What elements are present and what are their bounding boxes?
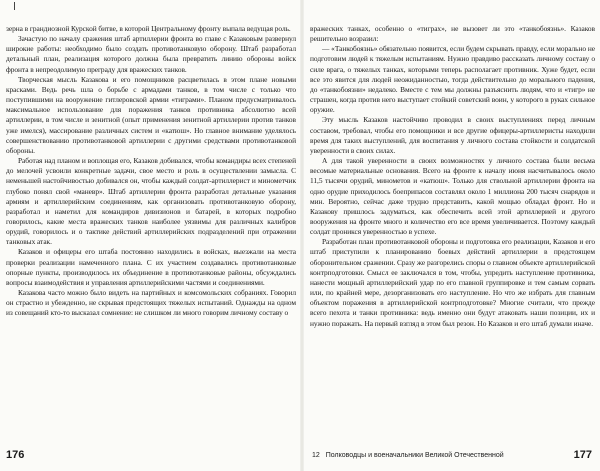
page-number-left: 176: [6, 449, 25, 461]
book-gutter: [300, 0, 304, 471]
paragraph: Эту мысль Казаков настойчиво проводил в своих выступлениях перед личным составом, требовал, чтобы его помощники и все другие офицеры-артиллеристы находили время для таких выступлений, для воспитания у личного состава стойкости и солдатской уверенности в своих силах.: [310, 115, 595, 155]
paragraph: зерна в грандиозной Курской битве, в которой Центральному фронту выпала ведущая роль.: [6, 24, 291, 33]
paragraph: Творческая мысль Казакова и его помощников расцветилась в этом плане новыми красками. Ведь речь шла о борьбе с армадами танков, в том числе с только что поступившими на вооружение гитлеровской армии «тиграми». Планом предусматривалось максимальное использование для поражения танков противника абсолютно всей артиллерии, в том числе и зенитной (опыт применения зенитной артиллерии против танков уже имелся), массирование различных систем и «катюш». Но главное внимание уделялось совершенствованию противотанковой артиллерии с другими средствами противотанковой обороны.: [6, 74, 296, 155]
paragraph: — «Танкобоязнь» обязательно появится, если будем скрывать правду, если морально не подготовим людей к тяжелым испытаниям. Нужно правдиво рассказать личному составу о силе врага, о тяжелых танках, которыми теперь располагает противник. Хуже будет, если все это явится для людей неожиданностью, тогда действительно до морального падения, до «танкобоязни» недалеко. Вместе с тем мы должны разъяснить людям, что и «тигр» не страшен, когда против него выступает стойкий советский воин, у которого в руках сильное оружие.: [310, 44, 595, 115]
paragraph: Работая над планом и воплощая его, Казаков добивался, чтобы командиры всех степеней до мелочей усвоили конкретные задачи, свое место и роль в осуществлении замысла. С неменьшей настойчивостью добивался он, чтобы каждый солдат-артиллерист и минометчик глубоко понял свой «маневр». Штаб артиллерии фронта разработал детальные указания армиям и артиллерийским соединениям, как организовать противотанковую оборону, разработал и наметил для командиров дивизионов и батарей, в которых подробно говорилось, какие места вражеских танков наиболее уязвимы для различных калибров орудий, говорилось и о тактике действий артиллерийских подразделений при отражении танковых атак.: [6, 156, 296, 247]
paragraph: Разработан план противотанковой обороны и подготовка его реализации, Казаков и его штаб приступили к планированию боевых действий артиллерии в предстоящем оборонительном сражении. Сразу же разгорелись споры о главном объекте артиллерийской контрподготовки. Смысл ее заключался в том, чтобы, упредить наступление противника, нанести мощный артиллерийский удар по его главной группировке и тем самым сорвать или, по крайней мере, дезорганизовать его наступление. Но что же избрать для главным объектом поражения в артиллерийской контрподготовке? Многие считали, что прежде всего пехота и танки противника: ведь именно они будут атаковать наши позиции, их и нужно поражать. На первый взгляд в этом был резон. Но Казаков и его штаб думали иначе.: [310, 237, 595, 328]
paragraph: Зачастую по началу сражения штаб артиллерии фронта во главе с Казаковым развернул широкие работы: необходимо было создать противотанковую оборону. Штаб разработал детальный план, реализация которого должна была превратить линию обороны войск фронта в непреодолимую преграду для вражеских танков.: [6, 34, 296, 74]
paragraph: вражеских танках, особенно о «тиграх», не вызовет ли это «танкобоязнь». Казаков решительно возразил:: [310, 24, 595, 44]
signature-mark: 12: [312, 452, 320, 459]
signature-title: Полководцы и военачальники Великой Отечественной: [325, 452, 504, 459]
right-page: [310, 24, 595, 464]
paragraph: Казакова часто можно было видеть на партийных и комсомольских собраниях. Говорил он страстно и убежденно, не скрывая предстоящих тяжелых испытаний. Однажды на одном из совещаний кто-то высказал сомнение: не слишком ли много говорим личному составу о: [6, 288, 296, 318]
left-page: [6, 24, 296, 464]
paragraph: Казаков и офицеры его штаба постоянно находились в войсках, выезжали на места проверки реализации намеченного плана. С их участием создавались противотанковые опорные пункты, производилось их объединение в противотанковые районы, обсуждались вопросы взаимодействия и управления артиллерийскими частями и соединениями.: [6, 247, 296, 287]
corner-mark: [14, 2, 15, 10]
paragraph: А для такой уверенности в своих возможностях у личного состава были весьма весомые материальные основания. Всего на фронте к началу июня насчитывалось около 11,5 тысячи орудий, минометов и «катюш». Только для ствольной артиллерии фронта на одно орудие приходилось боеприпасов составлял около 1 миллиона 200 тысяч снарядов и мин. Вероятно, сейчас даже трудно представить, какой мощью обладал фронт. Но и Казакову пришлось задуматься, как обеспечить всей этой артиллерией и другого вооружения на фронте много и количество его все время увеличивается. Поэтому каждый солдат проникся уверенностью в успехе.: [310, 156, 595, 237]
printer-signature: [312, 452, 504, 459]
page-number-right: 177: [573, 449, 592, 461]
